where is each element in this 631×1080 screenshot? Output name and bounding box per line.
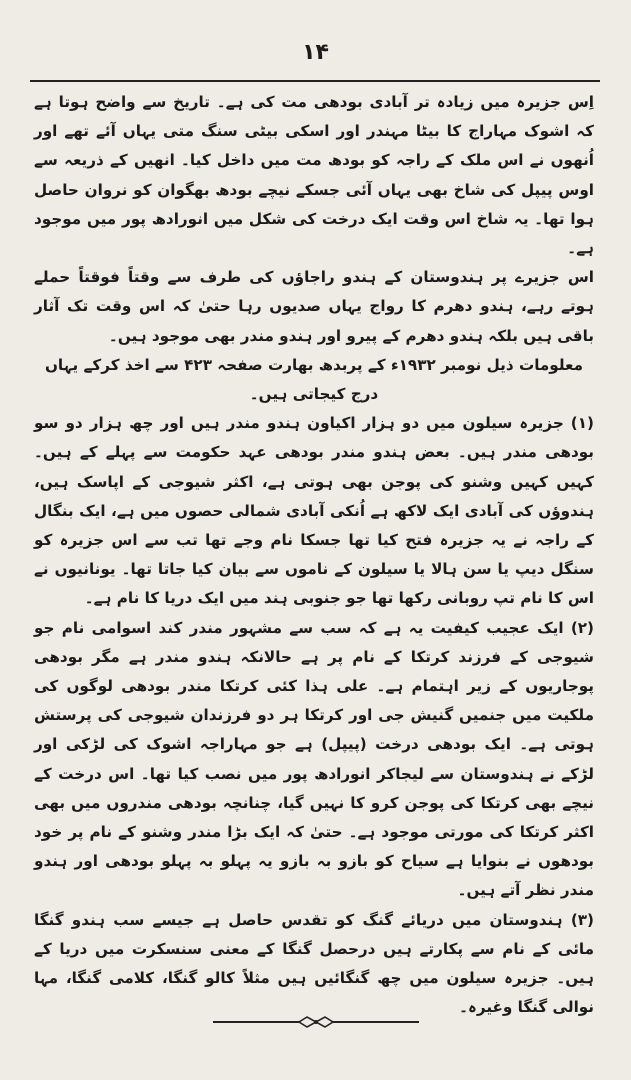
paragraph: اِس جزیرہ میں زیادہ تر آبادی بودھی مت کی ہے۔ تاریخ سے واضح ہوتا ہے کہ اشوک مہاراج کا بیٹا مہندر اور اسکی بیٹی سنگ متی یہاں آئے تھے اور اُنھوں نے اس ملک کے راجہ کو بودھ مت میں داخل کیا۔ انھیں کے ذریعہ سے اوس پیپل کی شاخ بھی یہاں آئی جسکے نیچے بودھ بھگوان کو نروان حاصل ہوا تھا۔ یہ شاخ اس وقت ایک درخت کی شکل میں انورادھ پور میں موجود ہے۔ <box>34 93 594 258</box>
list-item: (۱) جزیرہ سیلون میں دو ہزار اکیاون ہندو مندر ہیں اور چھ ہزار دو سو بودھی مندر ہیں۔ بعض ہندو مندر بودھی عہد حکومت سے پہلے کے ہیں۔ کہیں کہیں وشنو کی پوجن بھی ہوتی ہے، اکثر شیوجی کے اپاسک ہیں، ہندوؤں کی آبادی ایک لاکھ ہے اُنکی آبادی شمالی حصوں میں ہے، ایک بنگال کے راجہ نے یہ جزیرہ فتح کیا تھا جسکا نام وجے تھا تب سے اس جزیرہ کو سنگل دیپ یا سن ہالا یا سیلون کے ناموں سے بیان کیا جاتا تھا۔ یونانیوں نے اس کا نام تپ روبانی رکھا تھا جو جنوبی ہند میں ایک دریا کا نام ہے۔ <box>34 414 594 608</box>
source-note: معلومات ذیل نومبر ۱۹۳۲ء کے پربدھ بھارت صفحہ ۴۲۳ سے اخذ کرکے یہاں درج کیجاتی ہیں۔ <box>44 355 584 404</box>
end-ornament <box>0 1014 631 1034</box>
page-text <box>34 88 594 1023</box>
ornament-divider-icon <box>211 1014 421 1030</box>
list-item: (۳) ہندوستان میں دریائے گنگ کو تقدس حاصل ہے جیسے سب ہندو گنگا مائی کے نام سے پکارتے ہیں درحصل گنگا کے معنی سنسکرت میں دریا کے ہیں۔ جزیرہ سیلون میں چھ گنگائیں ہیں مثلاً کالو گنگا، کلامی گنگا، مہا نوالی گنگا وغیرہ۔ <box>34 910 594 1017</box>
page-number: ۱۴ <box>302 40 329 65</box>
paragraph: اس جزیرے پر ہندوستان کے ہندو راجاؤں کی طرف سے وقتاً فوقتاً حملے ہوتے رہے، ہندو دھرم کا رواج یہاں صدیوں رہا حتیٰ کہ اس وقت تک آثار باقی ہیں بلکہ ہندو دھرم کے پیرو اور ہندو مندر بھی موجود ہیں۔ <box>34 268 594 345</box>
list-item: (۲) ایک عجیب کیفیت یہ ہے کہ سب سے مشہور مندر کند اسوامی نام جو شیوجی کے فرزند کرتکا کے نام پر ہے حالانکہ ہندو مندر ہے مگر بودھی پوجاریوں کے زیر اہتمام ہے۔ علی ہذا کئی کرتکا مندر بودھی لوگوں کی ملکیت میں جنمیں گنیش جی اور کرتکا ہر دو فرزندان شیوجی کی پرستش ہوتی ہے۔ ایک بودھی درخت (پیپل) ہے جو مہاراجہ اشوک کی لڑکی اور لڑکے نے ہندوستان سے لیجاکر انورادھ پور میں نصب کیا تھا۔ اس درخت کے نیچے بھی کرتکا کی پوجن کرو کا نہیں گیا، چنانچہ بودھی مندروں میں بھی اکثر کرتکا کی مورتی موجود ہے۔ حتیٰ کہ ایک بڑا مندر وشنو کے نام پر خود بودھوں نے بنوایا ہے سیاح کو بازو بہ بازو یہ پہلو بہ پہلو بودھی اور ہندو مندر نظر آتے ہیں۔ <box>34 618 594 900</box>
header-rule <box>30 80 600 82</box>
